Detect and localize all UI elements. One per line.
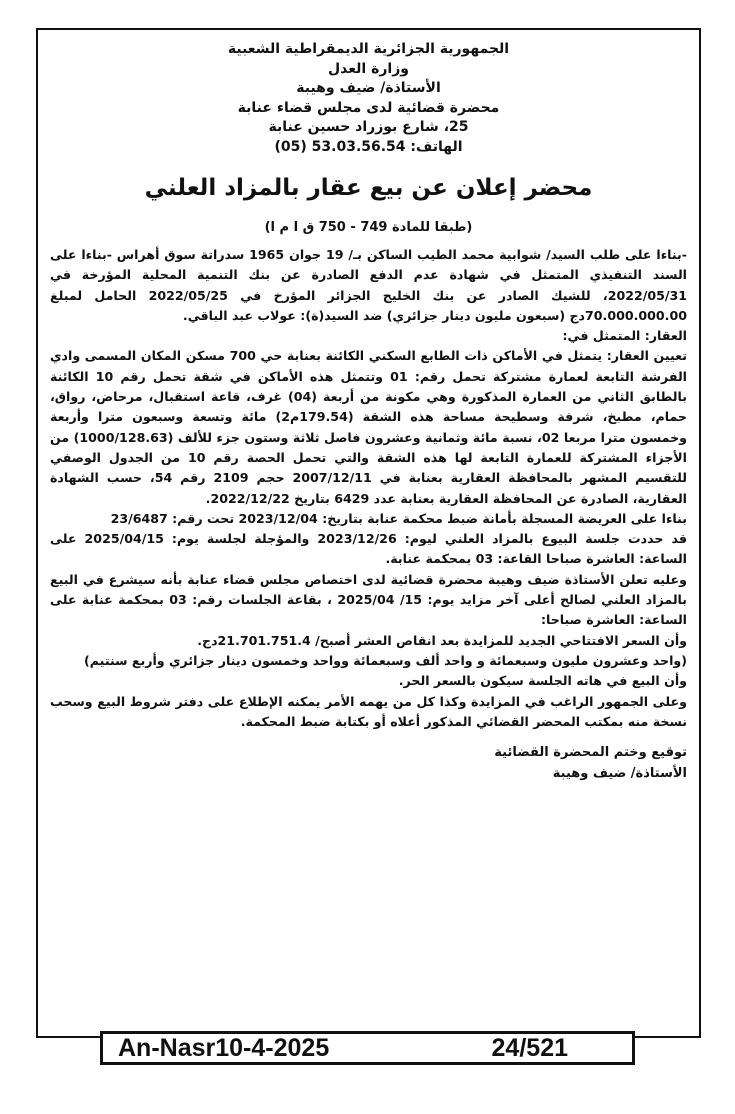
paragraph-opening-price: وأن السعر الافتتاحي الجديد للمزايدة بعد انقاص العشر أصبح/ 21.701.751.4دج. — [197, 632, 687, 648]
newspaper-name-date: An-Nasr10-4-2025 — [118, 1034, 330, 1062]
signature-line: توقيع وختم المحضرة القضائية — [494, 745, 687, 761]
notice-body — [50, 245, 687, 732]
notice-content — [50, 40, 687, 784]
signature-block — [50, 742, 687, 784]
paragraph-property-description: تعيين العقار: يتمثل في الأماكن ذات الطابع السكني الكائنة بعنابة حي 700 مسكن المكان المسمى وادي الفرشة التابعة لعمارة مشتركة تحمل رقم: 01 وتتمثل هذه الأماكن في شقة تحمل رقم 10 الكائنة بالطابق الثاني من العمارة المذكورة وهي مكونة من أربعة (04) غرف، قاعة استقبال، مرحاض، رواق، حمام، مطبخ، شرفة وسطيحة مساحة هذه الشقة (179.54م2) مائة وتسعة وسبعون مترا وأربعة وخمسون مترا مربعا 02، نسبة مائة وثمانية وعشرون فاصل ثلاثة وستون جزء للألف (1000/128.63) من الأجزاء المشتركة للعمارة التابعة لها هذه الشقة والتي تحمل الحصة رقم 10 من الجدول الوصفي للتقسيم المشهر بالمحافظة العقارية بعنابة في 2007/12/11 حجم 2109 رقم 54، حسب الشهادة العقارية، الصادرة عن المحافظة العقارية بعنابة عدد 6429 بتاريخ 2022/12/22. — [50, 348, 688, 506]
header-address: 25، شارع بوزراد حسين عنابة — [268, 119, 469, 135]
header-bailiff-name: الأستاذة/ ضيف وهيبة — [296, 80, 441, 96]
paragraph-price-in-words: (واحد وعشرون مليون وسبعمائة و واحد ألف وسبعمائة وواحد وخمسون دينار جزائري وأربع سنتيم) — [84, 652, 687, 668]
paragraph-free-price: وأن البيع في هاته الجلسة سيكون بالسعر الحر. — [398, 673, 687, 689]
paragraph-session-date: قد حددت جلسة البيوع بالمزاد العلني ليوم: 2023/12/26 والمؤجلة لجلسة يوم: 2025/04/15 على الساعة: العاشرة صباحا القاعة: 03 بمحكمة عنابة. — [50, 531, 687, 567]
header-republic: الجمهورية الجزائرية الديمقراطية الشعبية — [227, 41, 510, 57]
paragraph-request: -بناءا على طلب السيد/ شوابية محمد الطيب الساكن بـ/ 19 جوان 1965 سدراتة سوق أهراس -بناءا على السند التنفيذي المتمثل في شهادة عدم الدفع الصادرة عن بنك التنمية المحلية المؤرخة في 2022/05/31، للشيك الصادر عن بنك الخليج الجزائر المؤرخ في 2022/05/25 الحامل لمبلغ 70.000.000.00دج (سبعون مليون دينار جزائري) ضد السيد(ة): عولاب عبد الباقي. — [50, 247, 687, 323]
notice-subtitle: (طبقا للمادة 749 - 750 ق ا م ا) — [264, 220, 473, 235]
header-bailiff-title: محضرة قضائية لدى مجلس قضاء عنابة — [237, 99, 500, 116]
notice-title: محضر إعلان عن بيع عقار بالمزاد العلني — [144, 175, 593, 201]
notice-header — [50, 40, 687, 157]
header-ministry: وزارة العدل — [328, 60, 409, 77]
notice-number: 24/521 — [491, 1034, 568, 1062]
signature-name: الأستاذة/ ضيف وهيبة — [552, 766, 687, 782]
paragraph-property-label: العقار: المتمثل في: — [562, 328, 687, 344]
paragraph-public-notice: وعلى الجمهور الراغب في المزايدة وكذا كل من يهمه الأمر يمكنه الإطلاع على دفتر شروط البيع وسحب نسخة منه بمكتب المحضر القضائي المذكور أعلاه أو بكتابة ضبط المحكمة. — [50, 693, 687, 729]
newspaper-footer — [100, 1031, 635, 1065]
paragraph-announcement: وعليه تعلن الأستاذة ضيف وهيبة محضرة قضائية لدى اختصاص مجلس قضاء عنابة بأنه سيشرع في البيع بالمزاد العلني لصالح أعلى آخر مزايد يوم: 15/ 2025/04 ، بقاعة الجلسات رقم: 03 بمحكمة عنابة على الساعة: العاشرة صباحا: — [50, 571, 688, 628]
header-phone: الهاتف: 53.03.56.54 (05) — [274, 138, 463, 155]
notice-frame — [36, 28, 701, 1038]
paragraph-petition: بناءا على العريضة المسجلة بأمانة ضبط محكمة عنابة بتاريخ: 2023/12/04 تحت رقم: 23/6487 — [110, 510, 687, 526]
